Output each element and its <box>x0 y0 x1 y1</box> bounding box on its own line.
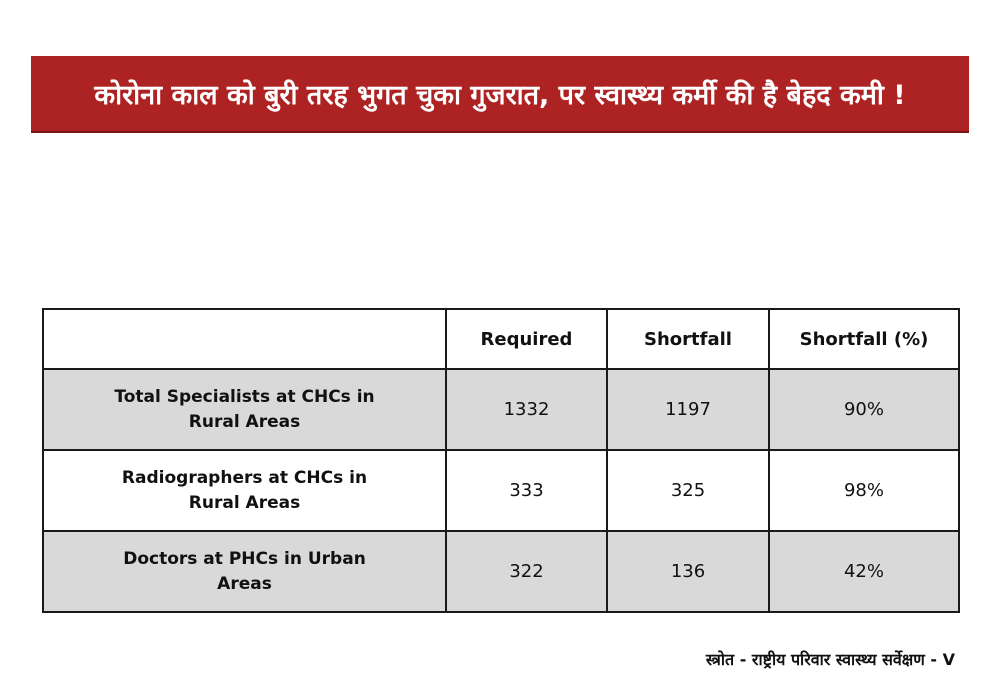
shortfall-percent-value: 42% <box>769 531 959 612</box>
column-header-category <box>43 309 446 369</box>
required-value: 1332 <box>446 369 607 450</box>
source-note: स्त्रोत - राष्ट्रीय परिवार स्वास्थ्य सर्वेक्षण - V <box>705 650 955 669</box>
table-row <box>43 531 959 612</box>
column-header-shortfall: Shortfall <box>607 309 769 369</box>
shortfall-percent-value: 90% <box>769 369 959 450</box>
row-label: Doctors at PHCs in Urban Areas <box>43 531 446 612</box>
shortfall-percent-value: 98% <box>769 450 959 531</box>
column-header-required: Required <box>446 309 607 369</box>
shortfall-value: 136 <box>607 531 769 612</box>
table-row <box>43 450 959 531</box>
shortfall-value: 325 <box>607 450 769 531</box>
health-workforce-table <box>42 308 960 613</box>
required-value: 322 <box>446 531 607 612</box>
required-value: 333 <box>446 450 607 531</box>
column-header-shortfall-percent: Shortfall (%) <box>769 309 959 369</box>
table-row <box>43 369 959 450</box>
title-banner <box>31 56 969 133</box>
table-header-row <box>43 309 959 369</box>
page-title: कोरोना काल को बुरी तरह भुगत चुका गुजरात, पर स्वास्थ्य कर्मी की है बेहद कमी ! <box>94 80 906 111</box>
row-label: Total Specialists at CHCs in Rural Areas <box>43 369 446 450</box>
row-label: Radiographers at CHCs in Rural Areas <box>43 450 446 531</box>
shortfall-value: 1197 <box>607 369 769 450</box>
